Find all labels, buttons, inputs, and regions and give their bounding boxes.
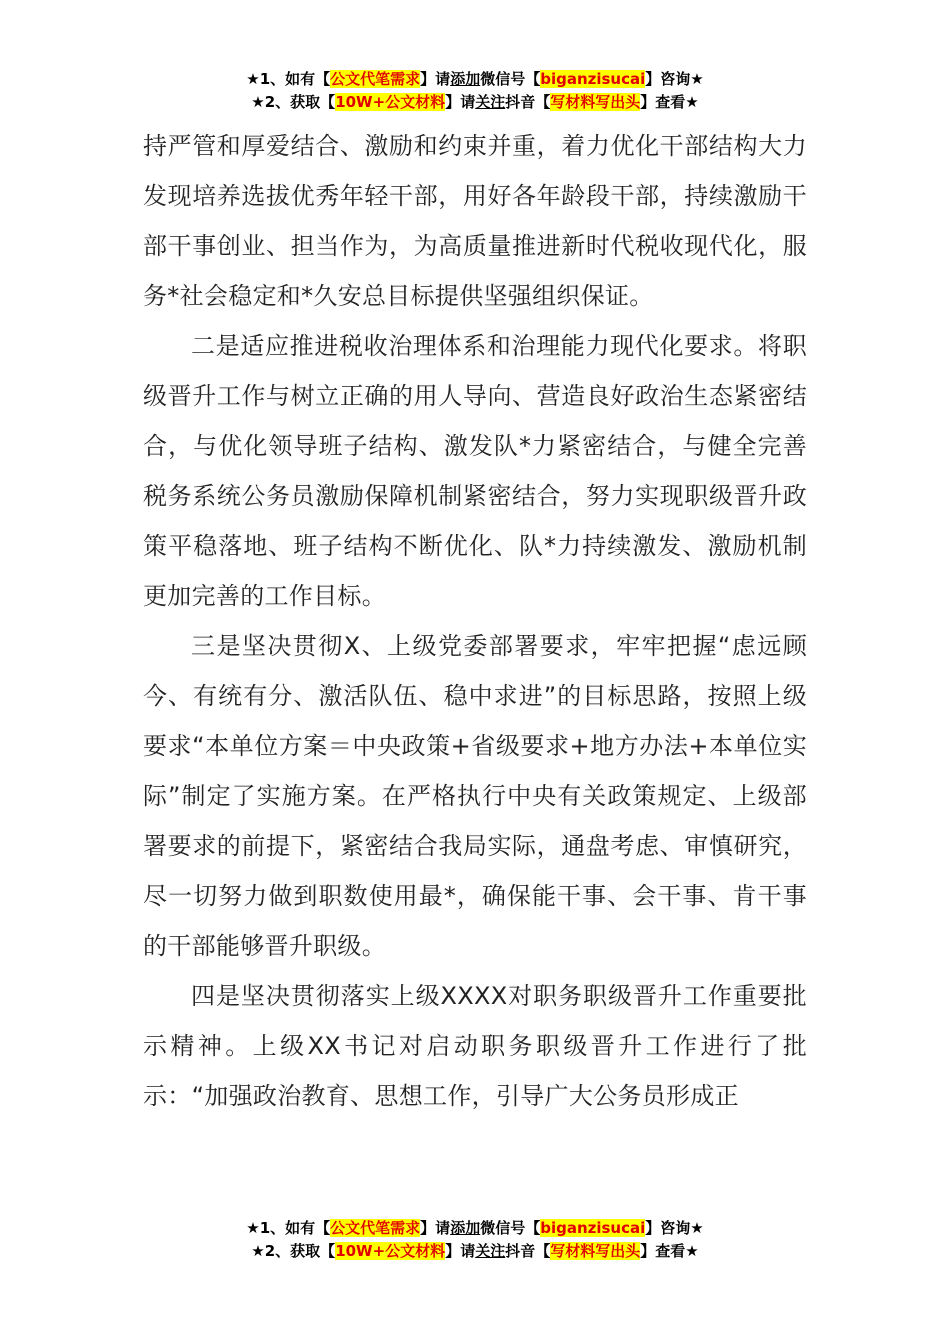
banner-text: 】请	[445, 1242, 476, 1260]
footer-banner	[0, 1217, 950, 1263]
banner-underline: 关注	[475, 1242, 506, 1260]
banner-line-1	[0, 1217, 950, 1240]
banner-text: 微信号【	[480, 1219, 541, 1237]
banner-highlight: 10W+公文材料	[335, 1242, 446, 1260]
paragraph-4: 四是坚决贯彻落实上级XXXX对职务职级晋升工作重要批示精神。上级XX书记对启动职务职级晋升工作进行了批示：“加强政治教育、思想工作，引导广大公务员形成正	[143, 982, 807, 1110]
banner-highlight: 写材料写出头	[550, 93, 641, 111]
banner-highlight: biganzisucai	[540, 70, 646, 88]
banner-highlight: 公文代笔需求	[330, 70, 421, 88]
banner-highlight: 10W+公文材料	[335, 93, 446, 111]
banner-underline: 添加	[450, 70, 481, 88]
banner-text: 】咨询★	[645, 1219, 704, 1237]
banner-text: 】咨询★	[645, 70, 704, 88]
banner-text: ★1、如有【	[246, 70, 331, 88]
header-banner	[0, 68, 950, 114]
banner-text: 】查看★	[640, 93, 699, 111]
banner-highlight: 写材料写出头	[550, 1242, 641, 1260]
banner-text: 】请	[420, 70, 451, 88]
banner-text: 抖音【	[505, 1242, 551, 1260]
banner-line-2	[0, 91, 950, 114]
document-body	[143, 121, 807, 1121]
banner-text: 抖音【	[505, 93, 551, 111]
banner-line-1	[0, 68, 950, 91]
paragraph-1: 持严管和厚爱结合、激励和约束并重，着力优化干部结构大力发现培养选拔优秀年轻干部，用好各年龄段干部，持续激励干部干事创业、担当作为，为高质量推进新时代税收现代化，服务*社会稳定和*久安总目标提供坚强组织保证。	[143, 132, 807, 310]
banner-highlight: biganzisucai	[540, 1219, 646, 1237]
banner-underline: 关注	[475, 93, 506, 111]
banner-text: 】请	[420, 1219, 451, 1237]
paragraph-2: 二是适应推进税收治理体系和治理能力现代化要求。将职级晋升工作与树立正确的用人导向、营造良好政治生态紧密结合，与优化领导班子结构、激发队*力紧密结合，与健全完善税务系统公务员激励保障机制紧密结合，努力实现职级晋升政策平稳落地、班子结构不断优化、队*力持续激发、激励机制更加完善的工作目标。	[143, 332, 807, 610]
banner-text: ★2、获取【	[251, 93, 336, 111]
paragraph-3: 三是坚决贯彻X、上级党委部署要求，牢牢把握“虑远顾今、有统有分、激活队伍、稳中求进”的目标思路，按照上级要求“本单位方案＝中央政策+省级要求+地方办法+本单位实际”制定了实施方案。在严格执行中央有关政策规定、上级部署要求的前提下，紧密结合我局实际，通盘考虑、审慎研究，尽一切努力做到职数使用最*，确保能干事、会干事、肯干事的干部能够晋升职级。	[143, 632, 807, 960]
banner-highlight: 公文代笔需求	[330, 1219, 421, 1237]
banner-text: 微信号【	[480, 70, 541, 88]
banner-line-2	[0, 1240, 950, 1263]
banner-text: 】请	[445, 93, 476, 111]
banner-text: ★1、如有【	[246, 1219, 331, 1237]
banner-text: 】查看★	[640, 1242, 699, 1260]
banner-underline: 添加	[450, 1219, 481, 1237]
banner-text: ★2、获取【	[251, 1242, 336, 1260]
